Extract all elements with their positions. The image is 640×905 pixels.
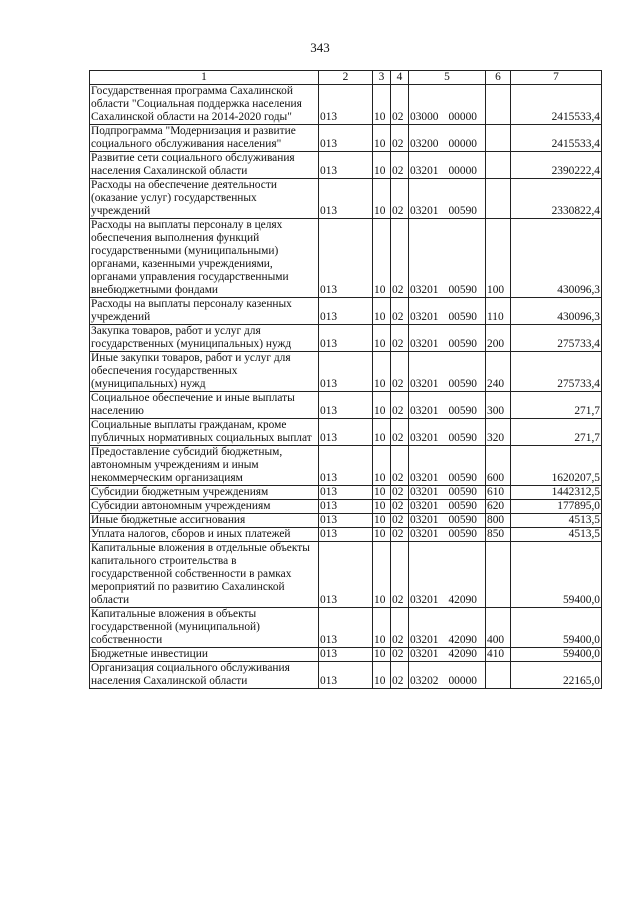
row-name: Государственная программа Сахалинской области "Социальная поддержка населения Сахалинской области на 2014-2020 годы": [90, 85, 319, 125]
row-amount: 4513,5: [511, 514, 602, 528]
row-name: Расходы на обеспечение деятельности (оказание услуг) государственных учреждений: [90, 179, 319, 219]
target-article-part-1: 03201: [410, 432, 439, 444]
row-amount: 1442312,5: [511, 486, 602, 500]
row-target-article: [409, 219, 486, 298]
row-name: Развитие сети социального обслуживания населения Сахалинской области: [90, 152, 319, 179]
row-subsection-code: 02: [391, 608, 409, 648]
target-article-part-2: 00000: [448, 138, 477, 150]
row-ministry-code: 013: [319, 446, 373, 486]
target-article-part-1: 03201: [410, 486, 439, 498]
table-row: [90, 419, 602, 446]
target-article-part-1: 03201: [410, 405, 439, 417]
row-amount: 59400,0: [511, 608, 602, 648]
row-name: Социальное обеспечение и иные выплаты населению: [90, 392, 319, 419]
target-article-part-1: 03000: [410, 111, 439, 123]
target-article-part-2: 00590: [448, 405, 477, 417]
row-expense-type: 100: [486, 219, 511, 298]
row-ministry-code: 013: [319, 528, 373, 542]
table-row: [90, 662, 602, 689]
target-article-part-2: 00000: [448, 165, 477, 177]
row-section-code: 10: [373, 514, 391, 528]
row-subsection-code: 02: [391, 486, 409, 500]
row-amount: 2330822,4: [511, 179, 602, 219]
row-name: Предоставление субсидий бюджетным, автономным учреждениям и иным некоммерческим организациям: [90, 446, 319, 486]
row-amount: 22165,0: [511, 662, 602, 689]
target-article-part-1: 03201: [410, 378, 439, 390]
row-section-code: 10: [373, 542, 391, 608]
row-subsection-code: 02: [391, 352, 409, 392]
table-row: [90, 219, 602, 298]
target-article-part-1: 03201: [410, 514, 439, 526]
target-article-part-2: 00590: [448, 378, 477, 390]
row-expense-type: 240: [486, 352, 511, 392]
row-subsection-code: 02: [391, 528, 409, 542]
row-amount: 271,7: [511, 419, 602, 446]
row-subsection-code: 02: [391, 419, 409, 446]
row-expense-type: 600: [486, 446, 511, 486]
row-target-article: [409, 298, 486, 325]
table-row: [90, 608, 602, 648]
row-ministry-code: 013: [319, 352, 373, 392]
table-row: [90, 500, 602, 514]
target-article-part-1: 03201: [410, 472, 439, 484]
row-ministry-code: 013: [319, 125, 373, 152]
row-ministry-code: 013: [319, 514, 373, 528]
row-section-code: 10: [373, 486, 391, 500]
target-article-part-1: 03201: [410, 165, 439, 177]
row-expense-type: [486, 179, 511, 219]
page-number: 343: [310, 40, 330, 55]
row-expense-type: 620: [486, 500, 511, 514]
target-article-part-2: 42090: [448, 634, 477, 646]
row-subsection-code: 02: [391, 514, 409, 528]
row-expense-type: 410: [486, 648, 511, 662]
row-amount: 2390222,4: [511, 152, 602, 179]
row-expense-type: 300: [486, 392, 511, 419]
row-name: Капитальные вложения в отдельные объекты капитального строительства в государственной собственности в рамках мероприятий по развитию Сахалинской области: [90, 542, 319, 608]
target-article-part-1: 03201: [410, 284, 439, 296]
target-article-part-2: 00590: [448, 284, 477, 296]
row-subsection-code: 02: [391, 125, 409, 152]
table-row: [90, 325, 602, 352]
row-ministry-code: 013: [319, 298, 373, 325]
row-target-article: [409, 152, 486, 179]
row-amount: 2415533,4: [511, 85, 602, 125]
target-article-part-1: 03201: [410, 594, 439, 606]
row-amount: 2415533,4: [511, 125, 602, 152]
target-article-part-1: 03201: [410, 634, 439, 646]
row-name: Организация социального обслуживания населения Сахалинской области: [90, 662, 319, 689]
row-section-code: 10: [373, 528, 391, 542]
target-article-part-1: 03201: [410, 500, 439, 512]
target-article-part-1: 03200: [410, 138, 439, 150]
row-amount: 177895,0: [511, 500, 602, 514]
target-article-part-1: 03201: [410, 648, 439, 660]
row-ministry-code: 013: [319, 486, 373, 500]
row-ministry-code: 013: [319, 152, 373, 179]
table-row: [90, 486, 602, 500]
row-section-code: 10: [373, 608, 391, 648]
row-expense-type: [486, 542, 511, 608]
row-amount: 430096,3: [511, 219, 602, 298]
row-subsection-code: 02: [391, 179, 409, 219]
row-name: Субсидии бюджетным учреждениям: [90, 486, 319, 500]
row-ministry-code: 013: [319, 179, 373, 219]
row-expense-type: [486, 125, 511, 152]
row-amount: 275733,4: [511, 352, 602, 392]
target-article-part-1: 03201: [410, 205, 439, 217]
row-ministry-code: 013: [319, 648, 373, 662]
row-section-code: 10: [373, 352, 391, 392]
header-col-5: 5: [409, 71, 486, 85]
table-row: [90, 514, 602, 528]
target-article-part-2: 42090: [448, 648, 477, 660]
row-name: Закупка товаров, работ и услуг для государственных (муниципальных) нужд: [90, 325, 319, 352]
row-amount: 275733,4: [511, 325, 602, 352]
table-row: [90, 528, 602, 542]
row-ministry-code: 013: [319, 542, 373, 608]
row-subsection-code: 02: [391, 219, 409, 298]
row-name: Капитальные вложения в объекты государственной (муниципальной) собственности: [90, 608, 319, 648]
row-subsection-code: 02: [391, 500, 409, 514]
row-section-code: 10: [373, 392, 391, 419]
table-row: [90, 152, 602, 179]
row-subsection-code: 02: [391, 325, 409, 352]
row-amount: 271,7: [511, 392, 602, 419]
row-section-code: 10: [373, 419, 391, 446]
table-row: [90, 85, 602, 125]
row-target-article: [409, 542, 486, 608]
target-article-part-2: 00590: [448, 528, 477, 540]
row-subsection-code: 02: [391, 662, 409, 689]
row-amount: 1620207,5: [511, 446, 602, 486]
row-target-article: [409, 662, 486, 689]
row-section-code: 10: [373, 446, 391, 486]
row-section-code: 10: [373, 152, 391, 179]
target-article-part-2: 00590: [448, 205, 477, 217]
row-ministry-code: 013: [319, 500, 373, 514]
target-article-part-1: 03201: [410, 311, 439, 323]
row-ministry-code: 013: [319, 419, 373, 446]
target-article-part-2: 00590: [448, 472, 477, 484]
row-name: Подпрограмма "Модернизация и развитие социального обслуживания населения": [90, 125, 319, 152]
row-target-article: [409, 85, 486, 125]
row-expense-type: 800: [486, 514, 511, 528]
table-row: [90, 542, 602, 608]
row-expense-type: 320: [486, 419, 511, 446]
row-subsection-code: 02: [391, 85, 409, 125]
row-ministry-code: 013: [319, 392, 373, 419]
row-target-article: [409, 446, 486, 486]
row-target-article: [409, 608, 486, 648]
header-col-4: 4: [391, 71, 409, 85]
row-ministry-code: 013: [319, 85, 373, 125]
row-ministry-code: 013: [319, 662, 373, 689]
row-subsection-code: 02: [391, 446, 409, 486]
row-amount: 59400,0: [511, 542, 602, 608]
row-amount: 4513,5: [511, 528, 602, 542]
target-article-part-2: 42090: [448, 594, 477, 606]
row-name: Расходы на выплаты персоналу казенных учреждений: [90, 298, 319, 325]
row-section-code: 10: [373, 325, 391, 352]
row-name: Бюджетные инвестиции: [90, 648, 319, 662]
budget-table: [89, 70, 602, 689]
target-article-part-2: 00590: [448, 500, 477, 512]
row-subsection-code: 02: [391, 648, 409, 662]
row-section-code: 10: [373, 648, 391, 662]
row-section-code: 10: [373, 125, 391, 152]
row-subsection-code: 02: [391, 392, 409, 419]
target-article-part-1: 03201: [410, 528, 439, 540]
row-subsection-code: 02: [391, 542, 409, 608]
header-col-3: 3: [373, 71, 391, 85]
row-expense-type: [486, 662, 511, 689]
row-target-article: [409, 486, 486, 500]
table-row: [90, 392, 602, 419]
table-row: [90, 352, 602, 392]
table-row: [90, 179, 602, 219]
row-target-article: [409, 125, 486, 152]
row-section-code: 10: [373, 662, 391, 689]
row-amount: 59400,0: [511, 648, 602, 662]
row-target-article: [409, 179, 486, 219]
target-article-part-1: 03202: [410, 675, 439, 687]
row-ministry-code: 013: [319, 325, 373, 352]
row-subsection-code: 02: [391, 152, 409, 179]
row-target-article: [409, 325, 486, 352]
row-expense-type: 400: [486, 608, 511, 648]
target-article-part-2: 00000: [448, 675, 477, 687]
row-expense-type: 610: [486, 486, 511, 500]
table-row: [90, 298, 602, 325]
header-col-6: 6: [486, 71, 511, 85]
row-name: Уплата налогов, сборов и иных платежей: [90, 528, 319, 542]
row-expense-type: 200: [486, 325, 511, 352]
row-name: Субсидии автономным учреждениям: [90, 500, 319, 514]
row-ministry-code: 013: [319, 608, 373, 648]
row-name: Расходы на выплаты персоналу в целях обеспечения выполнения функций государственными (муниципальными) органами, казенными учреждениями, органами управления государственными внебюджетными фондами: [90, 219, 319, 298]
row-target-article: [409, 514, 486, 528]
row-amount: 430096,3: [511, 298, 602, 325]
table-row: [90, 125, 602, 152]
row-name: Иные закупки товаров, работ и услуг для обеспечения государственных (муниципальных) нужд: [90, 352, 319, 392]
row-target-article: [409, 500, 486, 514]
row-subsection-code: 02: [391, 298, 409, 325]
row-section-code: 10: [373, 298, 391, 325]
row-section-code: 10: [373, 219, 391, 298]
target-article-part-2: 00590: [448, 514, 477, 526]
header-col-1: 1: [90, 71, 319, 85]
row-expense-type: 110: [486, 298, 511, 325]
target-article-part-2: 00590: [448, 486, 477, 498]
row-name: Иные бюджетные ассигнования: [90, 514, 319, 528]
row-section-code: 10: [373, 85, 391, 125]
target-article-part-2: 00000: [448, 111, 477, 123]
row-expense-type: [486, 85, 511, 125]
row-target-article: [409, 352, 486, 392]
row-target-article: [409, 648, 486, 662]
row-section-code: 10: [373, 500, 391, 514]
row-expense-type: 850: [486, 528, 511, 542]
table-row: [90, 446, 602, 486]
target-article-part-1: 03201: [410, 338, 439, 350]
target-article-part-2: 00590: [448, 338, 477, 350]
row-target-article: [409, 419, 486, 446]
row-target-article: [409, 528, 486, 542]
header-col-7: 7: [511, 71, 602, 85]
target-article-part-2: 00590: [448, 311, 477, 323]
target-article-part-2: 00590: [448, 432, 477, 444]
row-section-code: 10: [373, 179, 391, 219]
row-name: Социальные выплаты гражданам, кроме публичных нормативных социальных выплат: [90, 419, 319, 446]
row-ministry-code: 013: [319, 219, 373, 298]
table-row: [90, 648, 602, 662]
table-header-row: [90, 71, 602, 85]
row-target-article: [409, 392, 486, 419]
row-expense-type: [486, 152, 511, 179]
header-col-2: 2: [319, 71, 373, 85]
table-body: [90, 85, 602, 689]
